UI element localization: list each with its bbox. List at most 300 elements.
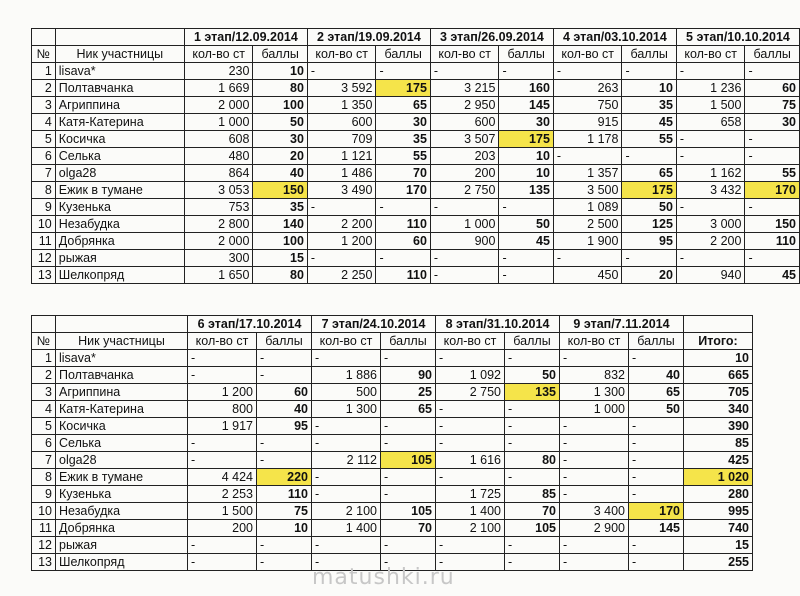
row-number: 7 — [32, 452, 56, 469]
row-number: 8 — [32, 469, 56, 486]
row-number: 9 — [32, 486, 56, 503]
participant-name: рыжая — [56, 537, 188, 554]
stage-header: 1 этап/12.09.2014 — [184, 29, 307, 46]
table-row — [32, 520, 753, 537]
points: 25 — [381, 384, 436, 401]
stitch-count: - — [188, 350, 257, 367]
number-header: № — [32, 46, 56, 63]
points: - — [381, 486, 436, 503]
stitch-count: 2 100 — [436, 520, 505, 537]
stitch-count: - — [560, 418, 629, 435]
points: 40 — [629, 367, 684, 384]
participant-name: Шелкопряд — [55, 267, 184, 284]
stitch-count: 200 — [430, 165, 499, 182]
points: 45 — [499, 233, 553, 250]
points: - — [745, 199, 800, 216]
table-row — [32, 148, 800, 165]
points-header: баллы — [745, 46, 800, 63]
points: - — [629, 418, 684, 435]
points: 105 — [381, 503, 436, 520]
points: 35 — [622, 97, 676, 114]
stitch-count: - — [436, 418, 505, 435]
points: 70 — [381, 520, 436, 537]
stitch-count: 263 — [553, 80, 622, 97]
points: 170 — [629, 503, 684, 520]
points: 110 — [257, 486, 312, 503]
points: 75 — [745, 97, 800, 114]
points: - — [505, 469, 560, 486]
points: 45 — [622, 114, 676, 131]
table-row — [32, 114, 800, 131]
stitch-count: - — [312, 418, 381, 435]
header-blank — [32, 29, 56, 46]
points: - — [622, 250, 676, 267]
points: 170 — [376, 182, 430, 199]
row-number: 2 — [32, 367, 56, 384]
total-points: 280 — [684, 486, 753, 503]
count-header: кол-во ст — [312, 333, 381, 350]
points-header: баллы — [257, 333, 312, 350]
points: 70 — [505, 503, 560, 520]
participant-name: Ежик в тумане — [55, 182, 184, 199]
participant-name: рыжая — [55, 250, 184, 267]
points-header: баллы — [253, 46, 307, 63]
stage-header: 7 этап/24.10.2014 — [312, 316, 436, 333]
row-number: 11 — [32, 233, 56, 250]
row-number: 8 — [32, 182, 56, 199]
points-header: баллы — [499, 46, 553, 63]
points: 55 — [622, 131, 676, 148]
stitch-count: 1 121 — [307, 148, 376, 165]
points: - — [499, 267, 553, 284]
row-number: 12 — [32, 250, 56, 267]
table-row — [32, 537, 753, 554]
participant-name: Ежик в тумане — [56, 469, 188, 486]
points: 95 — [257, 418, 312, 435]
column-header-row — [32, 333, 753, 350]
points: - — [381, 418, 436, 435]
points: 145 — [629, 520, 684, 537]
points: - — [629, 350, 684, 367]
points: 100 — [253, 233, 307, 250]
header-blank — [55, 29, 184, 46]
table-row — [32, 63, 800, 80]
stitch-count: 500 — [312, 384, 381, 401]
stitch-count: 1 200 — [307, 233, 376, 250]
points: 175 — [376, 80, 430, 97]
row-number: 5 — [32, 418, 56, 435]
stitch-count: 1 300 — [312, 401, 381, 418]
points: - — [257, 367, 312, 384]
stitch-count: - — [312, 350, 381, 367]
stitch-count: - — [436, 554, 505, 571]
row-number: 4 — [32, 401, 56, 418]
stitch-count: - — [676, 63, 745, 80]
stitch-count: 3 507 — [430, 131, 499, 148]
stitch-count: 1 616 — [436, 452, 505, 469]
points: 60 — [376, 233, 430, 250]
stitch-count: - — [436, 537, 505, 554]
stage-header-row — [32, 29, 800, 46]
table-row — [32, 131, 800, 148]
stitch-count: - — [560, 350, 629, 367]
participant-name: Добрянка — [55, 233, 184, 250]
points: 65 — [381, 401, 436, 418]
stitch-count: - — [430, 250, 499, 267]
stitch-count: 832 — [560, 367, 629, 384]
points: 145 — [499, 97, 553, 114]
stitch-count: 3 000 — [676, 216, 745, 233]
table-row — [32, 182, 800, 199]
points: 10 — [499, 148, 553, 165]
points: - — [376, 250, 430, 267]
points: - — [257, 537, 312, 554]
points: 40 — [257, 401, 312, 418]
stitch-count: 600 — [307, 114, 376, 131]
stitch-count: 1 000 — [560, 401, 629, 418]
points: 10 — [622, 80, 676, 97]
stitch-count: 230 — [184, 63, 253, 80]
table-row — [32, 199, 800, 216]
points: - — [376, 199, 430, 216]
table-row — [32, 80, 800, 97]
participant-name: Незабудка — [56, 503, 188, 520]
points: 100 — [253, 97, 307, 114]
points: 135 — [499, 182, 553, 199]
points: 175 — [499, 131, 553, 148]
row-number: 5 — [32, 131, 56, 148]
stitch-count: 3 432 — [676, 182, 745, 199]
stitch-count: - — [436, 350, 505, 367]
row-number: 4 — [32, 114, 56, 131]
points: 65 — [629, 384, 684, 401]
total-points: 705 — [684, 384, 753, 401]
points: - — [622, 63, 676, 80]
stitch-count: - — [188, 367, 257, 384]
stitch-count: - — [436, 469, 505, 486]
points: 75 — [257, 503, 312, 520]
points: 110 — [376, 267, 430, 284]
stitch-count: - — [560, 469, 629, 486]
points: - — [622, 148, 676, 165]
stitch-count: - — [430, 63, 499, 80]
table-row — [32, 233, 800, 250]
header-blank — [684, 316, 753, 333]
participant-name: Селька — [56, 435, 188, 452]
points-header: баллы — [505, 333, 560, 350]
stitch-count: - — [553, 148, 622, 165]
points: - — [745, 250, 800, 267]
participant-name: Полтавчанка — [55, 80, 184, 97]
stitch-count: 2 112 — [312, 452, 381, 469]
points: 30 — [745, 114, 800, 131]
stitch-count: 2 200 — [676, 233, 745, 250]
points: 140 — [253, 216, 307, 233]
stitch-count: - — [312, 435, 381, 452]
watermark: matushki.ru — [312, 565, 455, 590]
points: - — [381, 554, 436, 571]
header-blank — [32, 316, 56, 333]
stitch-count: 750 — [553, 97, 622, 114]
points: 160 — [499, 80, 553, 97]
points: - — [257, 554, 312, 571]
participant-name: Косичка — [56, 418, 188, 435]
stitch-count: 2 000 — [184, 97, 253, 114]
points: - — [505, 418, 560, 435]
participant-name: olga28 — [55, 165, 184, 182]
stage-header: 5 этап/10.10.2014 — [676, 29, 799, 46]
stitch-count: - — [430, 267, 499, 284]
points: 55 — [376, 148, 430, 165]
points: 30 — [376, 114, 430, 131]
stitch-count: - — [436, 401, 505, 418]
column-header-row — [32, 46, 800, 63]
stitch-count: 1 236 — [676, 80, 745, 97]
count-header: кол-во ст — [430, 46, 499, 63]
stitch-count: 1 089 — [553, 199, 622, 216]
total-points: 255 — [684, 554, 753, 571]
stitch-count: 1 400 — [436, 503, 505, 520]
table-row — [32, 486, 753, 503]
points: 35 — [253, 199, 307, 216]
stitch-count: - — [560, 537, 629, 554]
stitch-count: 1 650 — [184, 267, 253, 284]
stitch-count: 2 750 — [436, 384, 505, 401]
points: - — [505, 401, 560, 418]
points: 80 — [253, 80, 307, 97]
count-header: кол-во ст — [184, 46, 253, 63]
stitch-count: - — [553, 250, 622, 267]
points: 65 — [376, 97, 430, 114]
stitch-count: - — [430, 199, 499, 216]
stitch-count: - — [307, 63, 376, 80]
table-row — [32, 97, 800, 114]
points: - — [376, 63, 430, 80]
stitch-count: 1 200 — [188, 384, 257, 401]
total-points: 340 — [684, 401, 753, 418]
points: - — [745, 63, 800, 80]
stitch-count: 3 490 — [307, 182, 376, 199]
stitch-count: 300 — [184, 250, 253, 267]
points: - — [381, 350, 436, 367]
points: - — [745, 148, 800, 165]
stitch-count: - — [188, 452, 257, 469]
stitch-count: 1 000 — [430, 216, 499, 233]
row-number: 6 — [32, 435, 56, 452]
points: 15 — [253, 250, 307, 267]
participant-name: lisava* — [55, 63, 184, 80]
row-number: 6 — [32, 148, 56, 165]
points: - — [257, 452, 312, 469]
stage-header: 9 этап/7.11.2014 — [560, 316, 684, 333]
points: - — [505, 435, 560, 452]
total-points: 995 — [684, 503, 753, 520]
stitch-count: 1 500 — [188, 503, 257, 520]
stitch-count: - — [560, 452, 629, 469]
table-row — [32, 350, 753, 367]
number-header: № — [32, 333, 56, 350]
points: 80 — [253, 267, 307, 284]
stitch-count: 900 — [430, 233, 499, 250]
count-header: кол-во ст — [560, 333, 629, 350]
table-row — [32, 216, 800, 233]
stitch-count: - — [188, 435, 257, 452]
total-points: 665 — [684, 367, 753, 384]
points: 60 — [257, 384, 312, 401]
stitch-count: 203 — [430, 148, 499, 165]
stitch-count: 2 500 — [553, 216, 622, 233]
stitch-count: 2 250 — [307, 267, 376, 284]
points: 80 — [505, 452, 560, 469]
points: 150 — [745, 216, 800, 233]
points: - — [257, 350, 312, 367]
points: 20 — [253, 148, 307, 165]
count-header: кол-во ст — [188, 333, 257, 350]
points: - — [629, 452, 684, 469]
stitch-count: 940 — [676, 267, 745, 284]
count-header: кол-во ст — [553, 46, 622, 63]
stitch-count: 3 500 — [553, 182, 622, 199]
stage-header: 2 этап/19.09.2014 — [307, 29, 430, 46]
points: - — [505, 554, 560, 571]
points: 55 — [745, 165, 800, 182]
table-row — [32, 452, 753, 469]
stitch-count: 2 800 — [184, 216, 253, 233]
stitch-count: 753 — [184, 199, 253, 216]
count-header: кол-во ст — [307, 46, 376, 63]
stitch-count: 800 — [188, 401, 257, 418]
stitch-count: 2 100 — [312, 503, 381, 520]
stitch-count: 2 000 — [184, 233, 253, 250]
points: 50 — [499, 216, 553, 233]
count-header: кол-во ст — [676, 46, 745, 63]
points: 20 — [622, 267, 676, 284]
stage-header: 6 этап/17.10.2014 — [188, 316, 312, 333]
stitch-count: - — [312, 537, 381, 554]
row-number: 1 — [32, 63, 56, 80]
points: - — [629, 435, 684, 452]
points: - — [499, 199, 553, 216]
stitch-count: 709 — [307, 131, 376, 148]
participant-name: Добрянка — [56, 520, 188, 537]
points: 60 — [745, 80, 800, 97]
table-row — [32, 435, 753, 452]
stitch-count: 2 950 — [430, 97, 499, 114]
row-number: 2 — [32, 80, 56, 97]
row-number: 1 — [32, 350, 56, 367]
total-points: 740 — [684, 520, 753, 537]
stitch-count: - — [436, 435, 505, 452]
points: 10 — [499, 165, 553, 182]
points: 90 — [381, 367, 436, 384]
stitch-count: 1 500 — [676, 97, 745, 114]
row-number: 10 — [32, 503, 56, 520]
participant-name: Катя-Катерина — [56, 401, 188, 418]
stitch-count: 915 — [553, 114, 622, 131]
table-row — [32, 250, 800, 267]
stitch-count: 1 357 — [553, 165, 622, 182]
points: 170 — [745, 182, 800, 199]
stitch-count: 3 400 — [560, 503, 629, 520]
stitch-count: 1 162 — [676, 165, 745, 182]
points: - — [499, 63, 553, 80]
stitch-count: 1 900 — [553, 233, 622, 250]
stitch-count: 1 178 — [553, 131, 622, 148]
stitch-count: - — [553, 63, 622, 80]
total-points: 15 — [684, 537, 753, 554]
points: - — [629, 469, 684, 486]
stitch-count: - — [312, 486, 381, 503]
stage-header-row — [32, 316, 753, 333]
points: - — [505, 537, 560, 554]
points: 45 — [745, 267, 800, 284]
header-blank — [56, 316, 188, 333]
points: 50 — [505, 367, 560, 384]
points: 105 — [505, 520, 560, 537]
stitch-count: 1 486 — [307, 165, 376, 182]
name-header: Ник участницы — [55, 46, 184, 63]
participant-name: Шелкопряд — [56, 554, 188, 571]
total-header: Итого: — [684, 333, 753, 350]
stitch-count: - — [307, 199, 376, 216]
stitch-count: - — [560, 435, 629, 452]
row-number: 9 — [32, 199, 56, 216]
points: 220 — [257, 469, 312, 486]
stitch-count: - — [676, 148, 745, 165]
points: 10 — [257, 520, 312, 537]
stitch-count: 1 886 — [312, 367, 381, 384]
stitch-count: - — [307, 250, 376, 267]
participant-name: olga28 — [56, 452, 188, 469]
points: - — [257, 435, 312, 452]
points: 150 — [253, 182, 307, 199]
stitch-count: 200 — [188, 520, 257, 537]
points-header: баллы — [622, 46, 676, 63]
table-row — [32, 469, 753, 486]
row-number: 12 — [32, 537, 56, 554]
points-header: баллы — [629, 333, 684, 350]
stitch-count: 2 900 — [560, 520, 629, 537]
points: 50 — [629, 401, 684, 418]
stage-header: 3 этап/26.09.2014 — [430, 29, 553, 46]
table-row — [32, 503, 753, 520]
stitch-count: - — [312, 469, 381, 486]
points: 35 — [376, 131, 430, 148]
points: 135 — [505, 384, 560, 401]
total-points: 1 020 — [684, 469, 753, 486]
row-number: 13 — [32, 267, 56, 284]
stitch-count: 3 215 — [430, 80, 499, 97]
total-points: 390 — [684, 418, 753, 435]
stitch-count: 1 092 — [436, 367, 505, 384]
points: 110 — [376, 216, 430, 233]
table-row — [32, 401, 753, 418]
points: - — [381, 435, 436, 452]
stitch-count: 4 424 — [188, 469, 257, 486]
points: - — [499, 250, 553, 267]
points: 10 — [253, 63, 307, 80]
stitch-count: - — [560, 486, 629, 503]
count-header: кол-во ст — [436, 333, 505, 350]
stitch-count: - — [560, 554, 629, 571]
stitch-count: 3 592 — [307, 80, 376, 97]
stitch-count: - — [312, 554, 381, 571]
row-number: 11 — [32, 520, 56, 537]
participant-name: Незабудка — [55, 216, 184, 233]
points: 30 — [253, 131, 307, 148]
stitch-count: 2 750 — [430, 182, 499, 199]
stitch-count: - — [676, 131, 745, 148]
